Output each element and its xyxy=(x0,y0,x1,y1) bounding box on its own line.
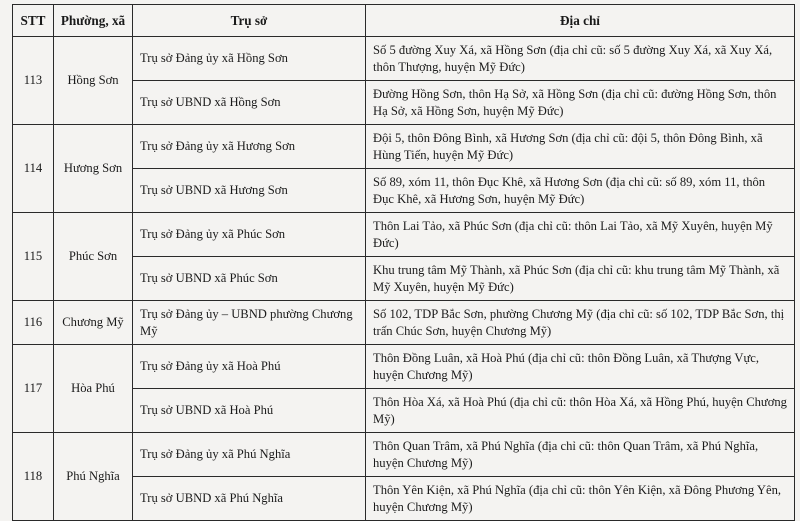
address-cell: Thôn Đồng Luân, xã Hoà Phú (địa chỉ cũ: thôn Đồng Luân, xã Thượng Vực, huyện Chương Mỹ) xyxy=(366,345,795,389)
address-cell: Thôn Hòa Xá, xã Hoà Phú (địa chỉ cũ: thôn Hòa Xá, xã Hồng Phú, huyện Chương Mỹ) xyxy=(366,389,795,433)
address-cell: Đội 5, thôn Đông Bình, xã Hương Sơn (địa chỉ cũ: đội 5, thôn Đông Bình, xã Hùng Tiến, huyện Mỹ Đức) xyxy=(366,125,795,169)
address-cell: Số 89, xóm 11, thôn Đục Khê, xã Hương Sơn (địa chỉ cũ: số 89, xóm 11, thôn Đục Khê, xã Hương Sơn, huyện Mỹ Đức) xyxy=(366,169,795,213)
ward-cell: Hồng Sơn xyxy=(54,37,133,125)
stt-cell: 114 xyxy=(13,125,54,213)
header-ward: Phường, xã xyxy=(54,5,133,37)
address-cell: Thôn Yên Kiện, xã Phú Nghĩa (địa chỉ cũ: thôn Yên Kiện, xã Đông Phương Yên, huyện Chương Mỹ) xyxy=(366,477,795,521)
table-row xyxy=(13,301,795,345)
address-cell: Đường Hồng Sơn, thôn Hạ Sở, xã Hồng Sơn (địa chỉ cũ: đường Hồng Sơn, thôn Hạ Sở, xã Hồng Sơn, huyện Mỹ Đức) xyxy=(366,81,795,125)
stt-cell: 113 xyxy=(13,37,54,125)
office-cell: Trụ sở UBND xã Hoà Phú xyxy=(133,389,366,433)
stt-cell: 115 xyxy=(13,213,54,301)
stt-cell: 118 xyxy=(13,433,54,521)
header-address: Địa chỉ xyxy=(366,5,795,37)
table-row xyxy=(13,345,795,389)
header-office: Trụ sở xyxy=(133,5,366,37)
office-cell: Trụ sở Đảng ủy xã Hoà Phú xyxy=(133,345,366,389)
office-cell: Trụ sở Đảng ủy xã Hồng Sơn xyxy=(133,37,366,81)
address-cell: Khu trung tâm Mỹ Thành, xã Phúc Sơn (địa chỉ cũ: khu trung tâm Mỹ Thành, xã Mỹ Xuyên, huyện Mỹ Đức) xyxy=(366,257,795,301)
office-cell: Trụ sở UBND xã Hồng Sơn xyxy=(133,81,366,125)
header-stt: STT xyxy=(13,5,54,37)
office-cell: Trụ sở UBND xã Phúc Sơn xyxy=(133,257,366,301)
address-cell: Số 5 đường Xuy Xá, xã Hồng Sơn (địa chỉ cũ: số 5 đường Xuy Xá, xã Xuy Xá, thôn Thượng, huyện Mỹ Đức) xyxy=(366,37,795,81)
office-cell: Trụ sở Đảng ủy – UBND phường Chương Mỹ xyxy=(133,301,366,345)
table-row xyxy=(13,213,795,257)
address-cell: Thôn Lai Tảo, xã Phúc Sơn (địa chỉ cũ: thôn Lai Tảo, xã Mỹ Xuyên, huyện Mỹ Đức) xyxy=(366,213,795,257)
ward-cell: Hương Sơn xyxy=(54,125,133,213)
table-header-row xyxy=(13,5,795,37)
stt-cell: 117 xyxy=(13,345,54,433)
address-cell: Thôn Quan Trâm, xã Phú Nghĩa (địa chỉ cũ: thôn Quan Trâm, xã Phú Nghĩa, huyện Chương Mỹ) xyxy=(366,433,795,477)
address-cell: Số 102, TDP Bắc Sơn, phường Chương Mỹ (địa chỉ cũ: số 102, TDP Bắc Sơn, thị trấn Chúc Sơn, huyện Chương Mỹ) xyxy=(366,301,795,345)
office-cell: Trụ sở Đảng ủy xã Phú Nghĩa xyxy=(133,433,366,477)
office-cell: Trụ sở UBND xã Hương Sơn xyxy=(133,169,366,213)
ward-cell: Phúc Sơn xyxy=(54,213,133,301)
office-cell: Trụ sở UBND xã Phú Nghĩa xyxy=(133,477,366,521)
stt-cell: 116 xyxy=(13,301,54,345)
office-address-table xyxy=(12,4,795,521)
ward-cell: Phú Nghĩa xyxy=(54,433,133,521)
ward-cell: Chương Mỹ xyxy=(54,301,133,345)
ward-cell: Hòa Phú xyxy=(54,345,133,433)
table-row xyxy=(13,125,795,169)
document-page xyxy=(12,4,794,521)
table-row xyxy=(13,37,795,81)
office-cell: Trụ sở Đảng ủy xã Phúc Sơn xyxy=(133,213,366,257)
office-cell: Trụ sở Đảng ủy xã Hương Sơn xyxy=(133,125,366,169)
